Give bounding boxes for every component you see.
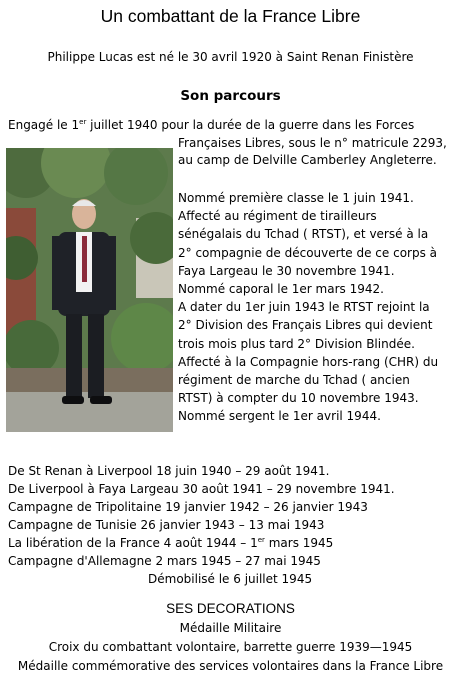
portrait-illustration bbox=[6, 148, 173, 432]
career-line: Nommé sergent le 1er avril 1944. bbox=[178, 409, 381, 424]
career-line: Affecté à la Compagnie hors-rang (CHR) du bbox=[178, 354, 439, 369]
career-line: Affecté au régiment de tirailleurs bbox=[178, 209, 377, 224]
page-title: Un combattant de la France Libre bbox=[100, 6, 361, 26]
intro-line-2: Françaises Libres, sous le n° matricule 2293, bbox=[178, 136, 447, 150]
intro-text-end: juillet 1940 pour la durée de la guerre dans les Forces bbox=[86, 118, 415, 132]
career-line: 2° compagnie de découverte de ce corps à bbox=[178, 245, 438, 260]
decoration-item: Médaille commémorative des services volontaires dans la France Libre bbox=[17, 659, 444, 673]
career-line: trois mois plus tard 2° Division Blindée. bbox=[178, 336, 415, 351]
campaign-line: Campagne de Tunisie 26 janvier 1943 – 13 mai 1943 bbox=[8, 518, 325, 532]
career-line: Faya Largeau le 30 novembre 1941. bbox=[178, 263, 395, 278]
liberation-text-start: La libération de la France 4 août 1944 – 1 bbox=[8, 536, 258, 550]
portrait-photo bbox=[6, 148, 173, 432]
career-line: Nommé caporal le 1er mars 1942. bbox=[178, 282, 384, 296]
intro-line-1 bbox=[8, 117, 414, 133]
career-line: 2° Division des Français Libres qui devient bbox=[178, 318, 433, 333]
birth-line: Philippe Lucas est né le 30 avril 1920 à Saint Renan Finistère bbox=[47, 50, 414, 64]
career-line: régiment de marche du Tchad ( ancien bbox=[178, 373, 410, 387]
career-line: Nommé première classe le 1 juin 1941. bbox=[178, 191, 414, 205]
career-line: RTST) à compter du 10 novembre 1943. bbox=[178, 391, 419, 406]
campaign-line: Campagne de Tripolitaine 19 janvier 1942 – 26 janvier 1943 bbox=[8, 500, 368, 514]
intro-superscript: er bbox=[79, 118, 87, 126]
decoration-item: Médaille Militaire bbox=[179, 621, 282, 635]
career-line: sénégalais du Tchad ( RTST), et versé à la bbox=[178, 227, 429, 242]
career-line: A dater du 1er juin 1943 le RTST rejoint la bbox=[178, 300, 430, 315]
decoration-item: Croix du combattant volontaire, barrette guerre 1939—1945 bbox=[48, 640, 413, 654]
decorations-heading: SES DECORATIONS bbox=[166, 601, 295, 616]
intro-text-start: Engagé le 1 bbox=[8, 118, 80, 132]
liberation-text-end: mars 1945 bbox=[264, 536, 334, 550]
liberation-line bbox=[8, 535, 333, 551]
intro-line-3: au camp de Delville Camberley Angleterre. bbox=[178, 153, 437, 167]
liberation-superscript: er bbox=[257, 536, 265, 544]
germany-line: Campagne d'Allemagne 2 mars 1945 – 27 mai 1945 bbox=[8, 554, 321, 568]
campaign-line: De Liverpool à Faya Largeau 30 août 1941 – 29 novembre 1941. bbox=[8, 482, 395, 496]
demobilisation-line: Démobilisé le 6 juillet 1945 bbox=[148, 572, 313, 586]
campaign-line: De St Renan à Liverpool 18 juin 1940 – 29 août 1941. bbox=[8, 464, 330, 478]
parcours-heading: Son parcours bbox=[180, 88, 281, 104]
